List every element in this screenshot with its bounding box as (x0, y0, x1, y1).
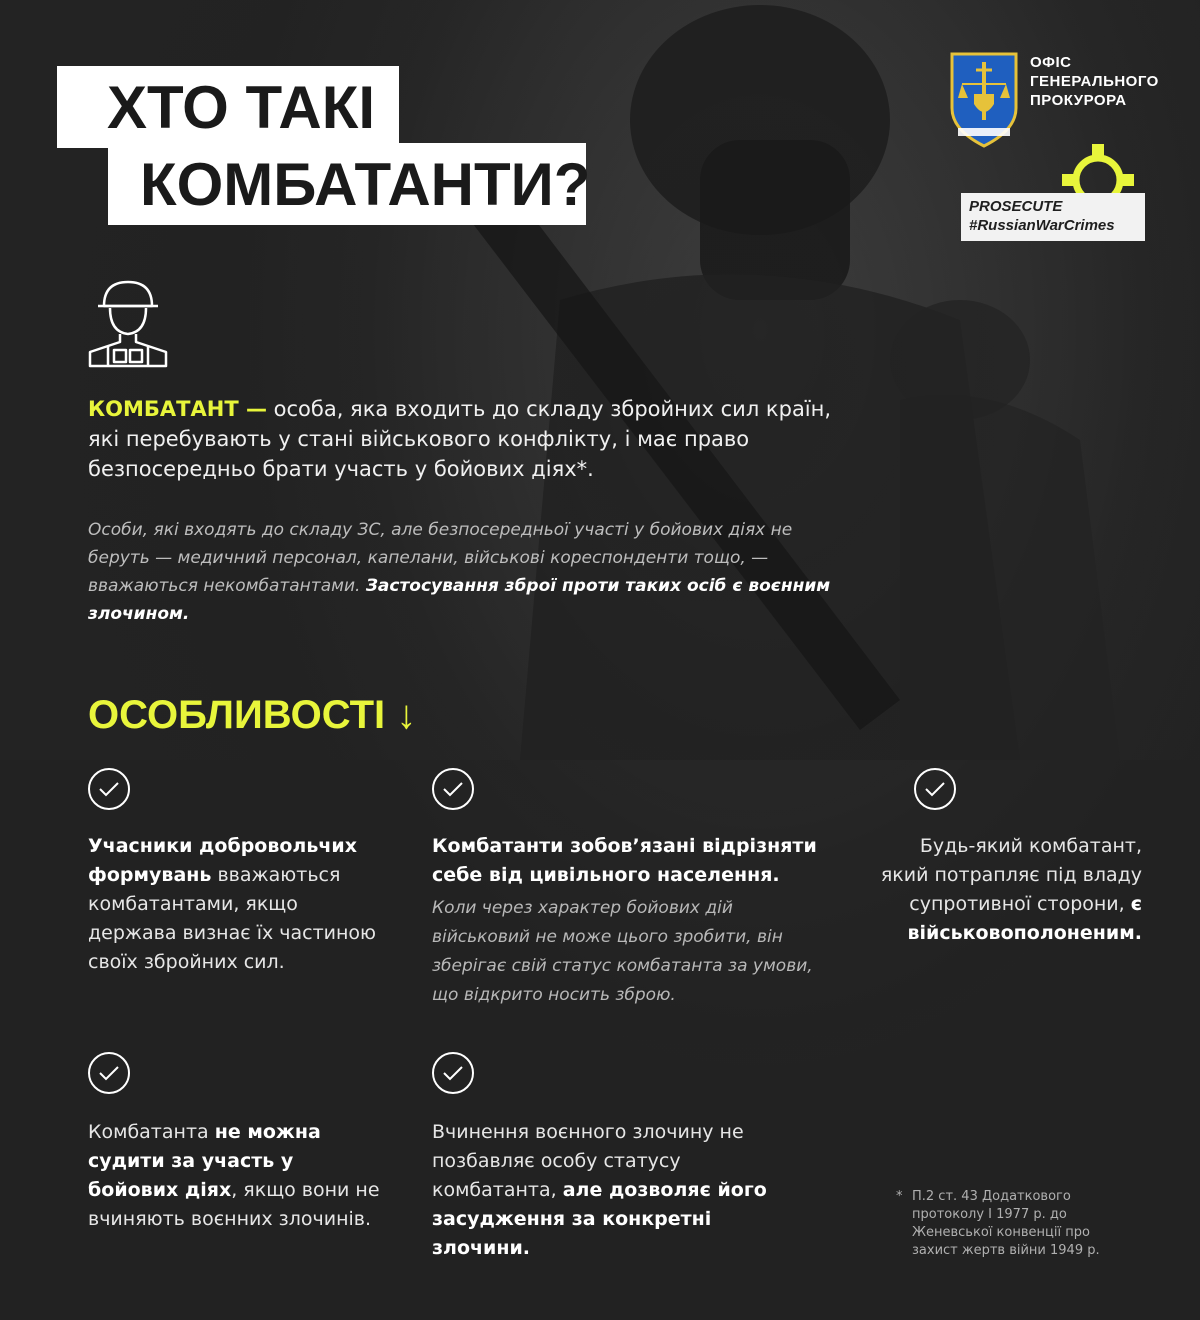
title-line2: КОМБАТАНТИ? (140, 151, 591, 218)
check-circle-icon (430, 766, 476, 812)
title-box-line2 (108, 143, 591, 225)
definition-term: КОМБАТАНТ — (88, 397, 267, 421)
noncombatant-note (88, 516, 848, 628)
feature3-text: Будь-який комбатант, який потрапляє під владу супротивної сторони, (880, 835, 1142, 915)
logo-line1: ОФІС (1030, 54, 1072, 71)
logo-line3: ПРОКУРОРА (1030, 92, 1127, 109)
prosecutor-emblem-icon (948, 50, 1020, 150)
feature4-before: Комбатанта (88, 1121, 215, 1143)
prosecutor-office-name (1030, 53, 1159, 110)
campaign-line2: #RussianWarCrimes (969, 217, 1115, 234)
check-circle-icon (912, 766, 958, 812)
feature-prisoner-of-war (880, 832, 1142, 948)
check-circle-icon (86, 766, 132, 812)
feature3-bold: є військовополоненим. (907, 893, 1142, 944)
definition-text: особа, яка входить до складу збройних сил країн, які перебувають у стані військового конфлікту, і має право безпосередньо брати участь у бойових діях*. (88, 397, 832, 481)
feature4-bold: не можна судити за участь у бойових діях (88, 1121, 321, 1201)
feature5-bold: але дозволяє його засудження за конкретні злочини. (432, 1179, 767, 1259)
feature2-bold: Комбатанти зобов’язані відрізняти себе від цивільного населення. (432, 835, 817, 886)
feature5-before: Вчинення воєнного злочину не позбавляє особу статусу комбатанта, (432, 1121, 744, 1201)
feature4-after: , якщо вони не вчиняють воєнних злочинів. (88, 1179, 380, 1230)
campaign-badge (961, 193, 1145, 241)
footnote-text: П.2 ст. 43 Додаткового протоколу I 1977 р. до Женевської конвенції про захист жертв війни 1949 р. (912, 1189, 1100, 1258)
check-circle-icon (86, 1050, 132, 1096)
feature-distinction (432, 832, 832, 1010)
footnote-star: * (896, 1189, 903, 1204)
check-circle-icon (430, 1050, 476, 1096)
features-title: ОСОБЛИВОСТІ ↓ (88, 693, 417, 737)
feature-no-prosecution (88, 1118, 388, 1234)
soldier-icon (86, 276, 170, 368)
combatant-definition (88, 394, 848, 484)
campaign-line1: PROSECUTE (969, 198, 1063, 215)
logo-line2: ГЕНЕРАЛЬНОГО (1030, 73, 1159, 90)
feature1-bold: Учасники добровольчих формувань (88, 835, 357, 886)
note-text: Особи, які входять до складу ЗС, але безпосередньої участі у бойових діях не беруть — медичний персонал, капелани, військові кореспонденти тощо, — вважаються некомбатантами. (88, 520, 793, 596)
feature1-text: вважаються комбатантами, якщо держава визнає їх частиною своїх збройних сил. (88, 864, 377, 973)
note-emphasis: Застосування зброї проти таких осіб є воєнним злочином. (88, 576, 831, 624)
feature2-sub: Коли через характер бойових дій військовий не може цього зробити, він зберігає свій статус комбатанта за умови, що відкрито носить зброю. (432, 898, 813, 1005)
title-box-line1 (57, 66, 399, 148)
feature-war-crime (432, 1118, 792, 1263)
feature-volunteers (88, 832, 388, 977)
title-line1: ХТО ТАКІ (107, 74, 376, 141)
